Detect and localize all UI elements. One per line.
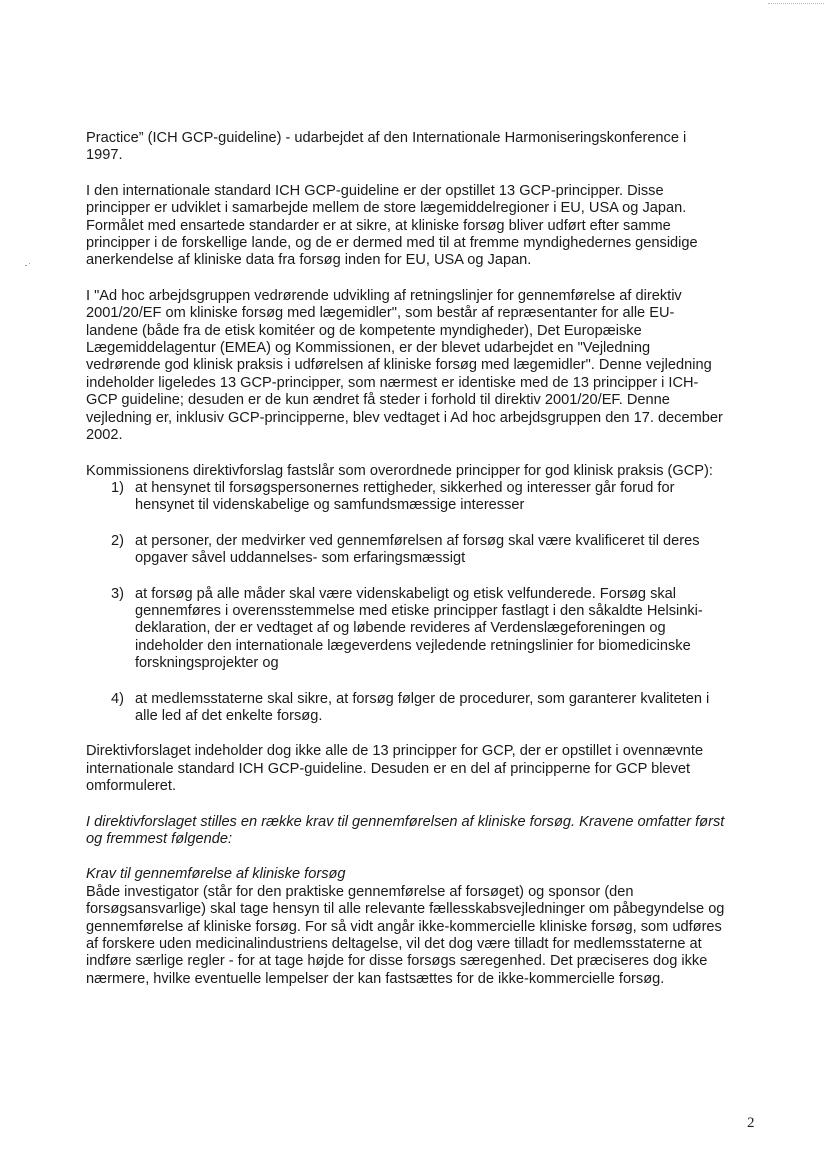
text-line: at hensynet til forsøgspersonernes rettigheder, sikkerhed og interesser går forud for [135, 479, 675, 496]
page-number: 2 [747, 1115, 755, 1131]
text-line: 2001/20/EF om kliniske forsøg med lægemidler", som består af repræsentanter for alle EU- [86, 305, 675, 322]
text-line: at personer, der medvirker ved gennemførelsen af forsøg skal være kvalificeret til deres [135, 532, 700, 549]
text-line: hensynet til videnskabelige og samfundsmæssige interesser [135, 497, 525, 514]
text-line: anerkendelse af kliniske data fra forsøg inden for EU, USA og Japan. [86, 252, 532, 269]
paragraph-ich-intro [86, 130, 766, 165]
list-item-principle-2 [86, 533, 766, 568]
scan-edge-mark [768, 3, 824, 5]
scan-speck [25, 265, 27, 266]
text-line: at forsøg på alle måder skal være videnskabeligt og etisk velfunderede. Forsøg skal [135, 585, 677, 602]
text-line: og fremmest følgende: [86, 831, 233, 847]
list-item-principle-3 [86, 586, 766, 673]
scan-speck [29, 263, 30, 264]
text-line: indeholder den internationale lægeverdens vejledende retningslinier for biomedicinske [135, 637, 691, 654]
list-item-principle-1 [86, 480, 766, 515]
gcp-principles-list [86, 480, 766, 725]
text-line: landene (både fra de etisk komitéer og de kompetente myndigheder), Det Europæiske [86, 322, 642, 339]
paragraph-commission-intro [86, 463, 766, 480]
list-item-principle-4 [86, 691, 766, 726]
paragraph-directive-note [86, 743, 766, 795]
text-line: omformuleret. [86, 778, 177, 795]
text-line: I "Ad hoc arbejdsgruppen vedrørende udvikling af retningslinjer for gennemførelse af direktiv [86, 287, 682, 304]
text-line: principper er udviklet i samarbejde mellem de store lægemiddelregioner i EU, USA og Japan. [86, 200, 687, 217]
text-line: indeholder ligeledes 13 GCP-principper, som nærmest er identiske med de 13 principper i ICH- [86, 374, 699, 391]
section-requirements [86, 866, 766, 988]
document-body [86, 130, 766, 988]
list-number: 2) [111, 532, 124, 549]
text-line: forsøgsansvarlige) skal tage hensyn til alle relevante fællesskabsvejledninger om påbegyndelse og [86, 901, 725, 918]
text-line: nærmere, hvilke eventuelle lempelser der kan fastsættes for de ikke-kommercielle forsøg. [86, 970, 665, 987]
text-line: 2002. [86, 427, 123, 444]
text-line: vejledning er, inklusiv GCP-principperne, blev vedtaget i Ad hoc arbejdsgruppen den 17. december [86, 409, 723, 426]
text-line: indføre særlige regler - for at tage højde for disse forsøgs særegenhed. Det præciseres dog ikke [86, 953, 708, 970]
text-line: Practice” (ICH GCP-guideline) - udarbejdet af den Internationale Harmoniseringskonference i [86, 130, 687, 146]
text-line: internationale standard ICH GCP-guideline. Desuden er en del af principperne for GCP blevet [86, 760, 691, 777]
text-line: Formålet med ensartede standarder er at sikre, at kliniske forsøg bliver udført efter samme [86, 217, 671, 234]
text-line: Lægemiddelagentur (EMEA) og Kommissionen, er der blevet udarbejdet en "Vejledning [86, 340, 651, 357]
text-line: Både investigator (står for den praktiske gennemførelse af forsøget) og sponsor (den [86, 883, 634, 900]
paragraph-ich-standard [86, 183, 766, 270]
text-line: alle led af det enkelte forsøg. [135, 707, 323, 724]
text-line: vedrørende god klinisk praksis i udførelsen af kliniske forsøg med lægemidler". Denne vejledning [86, 357, 712, 374]
text-line: Kommissionens direktivforslag fastslår som overordnede principper for god klinisk praksis (GCP): [86, 462, 713, 479]
text-line: I den internationale standard ICH GCP-guideline er der opstillet 13 GCP-principper. Disse [86, 182, 664, 199]
paragraph-requirements-intro [86, 814, 766, 849]
list-number: 4) [111, 690, 124, 707]
text-line: opgaver såvel uddannelses- som erfaringsmæssigt [135, 550, 466, 567]
text-line: GCP guideline; desuden er de kun ændret få steder i forhold til direktiv 2001/20/EF. Denne [86, 392, 670, 409]
text-line: deklaration, der er vedtaget af og løbende revideres af Verdenslægeforeningen og [135, 620, 666, 637]
list-number: 1) [111, 479, 124, 496]
text-line: af forskere uden medicinalindustriens deltagelse, vil det dog være tilladt for medlemsstaterne at [86, 936, 702, 953]
text-line: gennemføres i overensstemmelse med etiske principper fastlagt i den såkaldte Helsinki- [135, 602, 703, 619]
text-line: forskningsprojekter og [135, 655, 279, 672]
text-line: I direktivforslaget stilles en række krav til gennemførelsen af kliniske forsøg. Kravene omfatter først [86, 813, 725, 830]
text-line: Direktivforslaget indeholder dog ikke alle de 13 principper for GCP, der er opstillet i ovennævnte [86, 743, 704, 760]
list-number: 3) [111, 585, 124, 602]
section-heading: Krav til gennemførelse af kliniske forsøg [86, 866, 346, 883]
text-line: 1997. [86, 147, 123, 164]
paragraph-adhoc-group [86, 288, 766, 445]
text-line: at medlemsstaterne skal sikre, at forsøg følger de procedurer, som garanterer kvaliteten i [135, 690, 710, 707]
text-line: principper i de forskellige lande, og de er dermed med til at fremme myndighedernes gensidige [86, 235, 698, 252]
text-line: gennemførelse af kliniske forsøg. For så vidt angår ikke-kommercielle kliniske forsøg, som udføres [86, 918, 722, 935]
